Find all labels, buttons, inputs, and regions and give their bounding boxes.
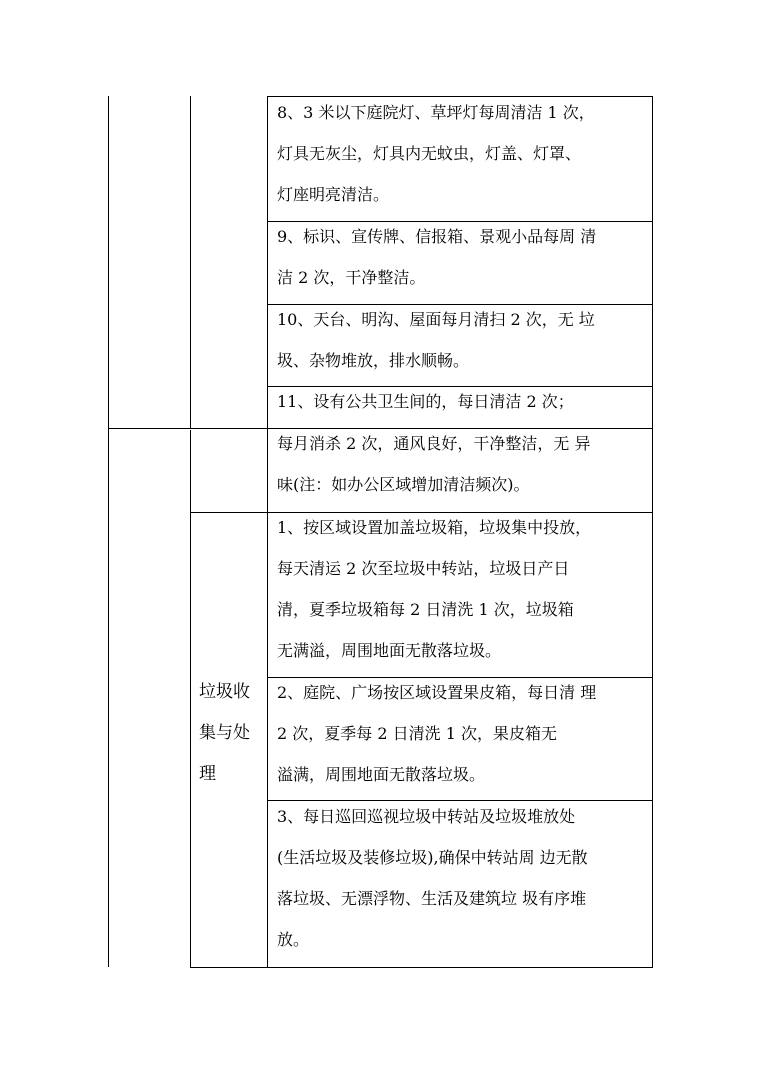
cell-line: 8、3 米以下庭院灯、草坪灯每周清洁 1 次，	[277, 103, 595, 122]
cell-line: 无满溢，周围地面无散落垃圾。	[277, 641, 502, 660]
cell-line: 每天清运 2 次至垃圾中转站，垃圾日产日	[277, 559, 570, 578]
cell-line: 2、庭院、广场按区域设置果皮箱，每日清 理	[277, 683, 597, 702]
cell-line: 灯具无灰尘，灯具内无蚊虫，灯盖、灯罩、	[277, 144, 582, 163]
cell-row-8	[277, 92, 595, 215]
category-label-garbage	[199, 672, 250, 795]
cell-line: 3、每日巡回巡视垃圾中转站及垃圾堆放处	[277, 807, 576, 826]
category-line: 垃圾收	[199, 682, 250, 702]
cell-row-11-continued	[277, 423, 590, 505]
cell-line: 灯座明亮清洁。	[277, 185, 390, 204]
category-line: 集与处	[199, 723, 250, 743]
cell-row-10	[277, 299, 595, 381]
cell-line: 洁 2 次，干净整洁。	[277, 268, 426, 287]
cell-line: 9、标识、宣传牌、信报箱、景观小品每周 清	[277, 227, 597, 246]
cell-line: 圾、杂物堆放，排水顺畅。	[277, 351, 470, 370]
table-border-right	[652, 96, 653, 968]
cell-line: 2 次，夏季每 2 日清洗 1 次，果皮箱无	[277, 724, 557, 743]
cell-garbage-3	[277, 796, 588, 960]
cell-row-9	[277, 216, 596, 298]
cell-line: 1、按区域设置加盖垃圾箱，垃圾集中投放，	[277, 518, 592, 537]
cell-line: 落垃圾、无漂浮物、生活及建筑垃 圾有序堆	[277, 889, 587, 908]
cell-garbage-2	[277, 672, 596, 795]
category-line: 理	[199, 764, 216, 784]
cell-line: 溢满，周围地面无散落垃圾。	[277, 765, 486, 784]
cell-row-11	[277, 381, 574, 422]
cell-line: 味(注：如办公区域增加清洁频次)。	[277, 475, 530, 494]
table-border-left	[108, 96, 109, 967]
cell-line: 清，夏季垃圾箱每 2 日清洗 1 次，垃圾箱	[277, 600, 574, 619]
row-border-bottom	[190, 967, 653, 968]
table-border-col3	[267, 96, 268, 968]
cell-garbage-1	[277, 507, 591, 671]
cell-line: (生活垃圾及装修垃圾),确保中转站周 边无散	[277, 848, 588, 867]
table-border-col2-upper	[190, 96, 191, 428]
cell-line: 放。	[277, 930, 310, 949]
cell-line: 11、设有公共卫生间的，每日清洁 2 次；	[277, 392, 574, 411]
cell-line: 10、天台、明沟、屋面每月清扫 2 次，无 垃	[277, 310, 595, 329]
cell-line: 每月消杀 2 次，通风良好，干净整洁，无 异	[277, 434, 591, 453]
table-border-col2-lower	[190, 430, 191, 968]
